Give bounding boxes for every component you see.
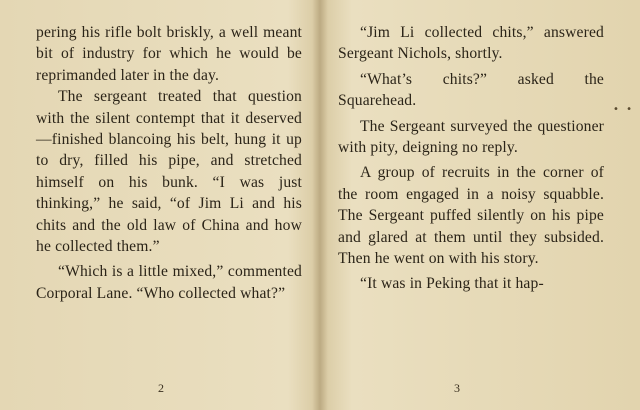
- page-number-left: 2: [158, 381, 164, 395]
- right-paragraph-1: “Jim Li collected chits,” answered Sergeant Nichols, shortly.: [338, 24, 604, 63]
- right-paragraph-3: The Sergeant surveyed the questioner with pity, deigning no reply.: [338, 117, 604, 157]
- right-paragraph-2: “What’s chits?” asked the Squarehead.: [338, 70, 604, 110]
- right-paragraph-5: “It was in Peking that it hap-: [360, 275, 544, 293]
- page-number-right: 3: [454, 381, 460, 395]
- left-paragraph-2: The sergeant treated that question with the silent contempt that it deserved—finished blancoing his belt, hung it up to dry, filled his pipe, and stretched himself on his bunk. “I was just thinking,” he said, “of Jim Li and his chits and the old law of China and how he collected them.”: [36, 88, 302, 256]
- left-paragraph-3: “Which is a little mixed,” commented Corporal Lane. “Who collected what?”: [36, 263, 302, 302]
- right-paragraph-4: A group of recruits in the corner of the room engaged in a noisy squabble. The Sergeant puffed silently on his pipe and glared at them until they subsided. Then he went on with his story.: [338, 164, 604, 268]
- right-page: [320, 0, 640, 410]
- paper-blemish-mark: • •: [613, 104, 634, 115]
- left-paragraph-1: pering his rifle bolt briskly, a well meant bit of industry for which he would be reprimanded later in the day.: [36, 24, 302, 84]
